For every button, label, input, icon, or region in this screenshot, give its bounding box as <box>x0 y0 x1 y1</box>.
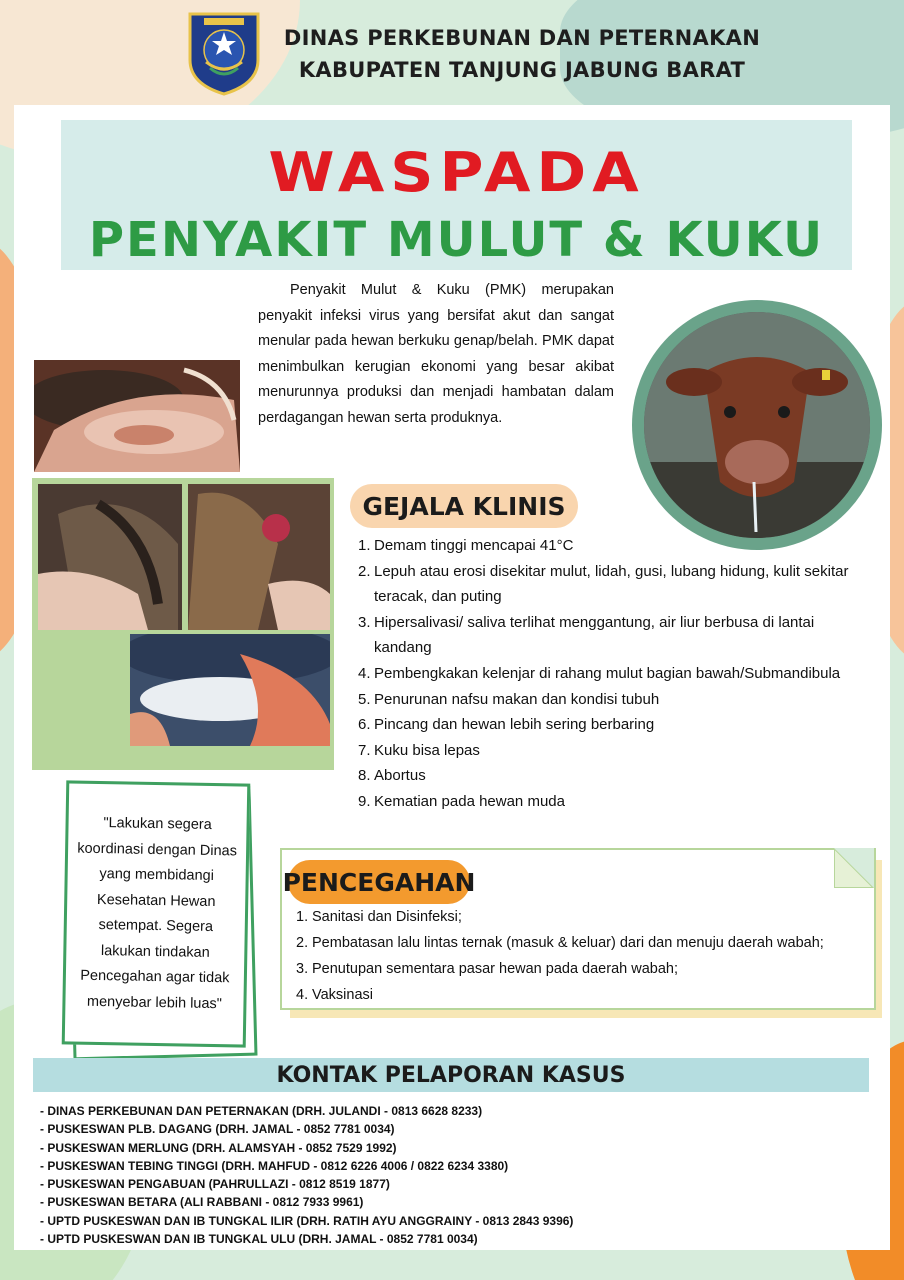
list-item <box>358 712 858 738</box>
list-item <box>358 610 858 661</box>
item-text: Kematian pada hewan muda <box>374 792 565 810</box>
item-number: 8. <box>358 767 371 785</box>
hoof-blister-photo <box>188 484 330 630</box>
item-number: 5. <box>358 690 371 708</box>
list-item <box>358 738 858 764</box>
list-item <box>358 533 858 559</box>
contact-item: - UPTD PUSKESWAN DAN IB TUNGKAL ULU (DRH. JAMAL - 0852 7781 0034) <box>40 1232 478 1247</box>
item-number: 6. <box>358 716 371 734</box>
mouth-lesion-photo <box>34 360 240 472</box>
contact-item: - PUSKESWAN PENGABUAN (PAHRULLAZI - 0812 8519 1877) <box>40 1177 390 1192</box>
item-text: Abortus <box>374 767 426 785</box>
contact-item: - PUSKESWAN BETARA (ALI RABBANI - 0812 7933 9961) <box>40 1195 364 1210</box>
contact-item: - PUSKESWAN TEBING TINGGI (DRH. MAHFUD - 0812 6226 4006 / 0822 6234 3380) <box>40 1158 509 1173</box>
list-item <box>358 789 858 815</box>
cow-salivating-photo <box>644 312 870 538</box>
intro-paragraph: Penyakit Mulut & Kuku (PMK) merupakan penyakit infeksi virus yang bersifat akut dan sangat menular pada hewan berkuku genap/belah. PMK dapat menimbulkan kerugian ekonomi yang besar akibat menurunnya produksi dan menjadi hambatan dalam perdagangan hewan serta produknya. <box>258 282 614 426</box>
pencegahan-heading: PENCEGAHAN <box>288 860 470 904</box>
item-text: Lepuh atau erosi disekitar mulut, lidah, gusi, lubang hidung, kulit sekitar teracak, dan puting <box>374 562 849 606</box>
title-disease: PENYAKIT MULUT & KUKU <box>88 212 825 268</box>
list-item <box>296 956 876 982</box>
list-item <box>296 982 876 1008</box>
regency-emblem-logo <box>186 10 262 96</box>
item-text: Vaksinasi <box>312 987 373 1003</box>
gejala-list <box>358 533 858 815</box>
page-fold-icon <box>834 848 874 888</box>
title-banner <box>61 120 852 270</box>
item-text: Penurunan nafsu makan dan kondisi tubuh <box>374 690 660 708</box>
item-text: Hipersalivasi/ saliva terlihat menggantung, air liur berbusa di lantai kandang <box>374 613 815 657</box>
item-text: Sanitasi dan Disinfeksi; <box>312 909 462 925</box>
item-number: 3. <box>358 613 371 631</box>
item-number: 9. <box>358 792 371 810</box>
list-item <box>358 687 858 713</box>
contact-item: - PUSKESWAN MERLUNG (DRH. ALAMSYAH - 0852 7529 1992) <box>40 1140 397 1155</box>
item-text: Pembatasan lalu lintas ternak (masuk & keluar) dari dan menuju daerah wabah; <box>312 935 824 951</box>
item-number: 1. <box>296 909 309 925</box>
tongue-lesion-photo <box>130 634 330 746</box>
item-number: 2. <box>296 935 309 951</box>
agency-name: DINAS PERKEBUNAN DAN PETERNAKAN <box>283 26 761 50</box>
item-number: 7. <box>358 741 371 759</box>
quote-text: "Lakukan segera koordinasi dengan Dinas yang membidangi Kesehatan Hewan setempat. Segera lakukan tindakan Pencegahan agar tidak menyebar lebih luas" <box>77 815 238 1012</box>
header <box>0 0 904 102</box>
item-text: Pincang dan hewan lebih sering berbaring <box>374 716 655 734</box>
contact-item: - PUSKESWAN PLB. DAGANG (DRH. JAMAL - 0852 7781 0034) <box>40 1122 395 1137</box>
list-item <box>358 763 858 789</box>
regency-name: KABUPATEN TANJUNG JABUNG BARAT <box>298 58 746 82</box>
gejala-heading: GEJALA KLINIS <box>350 484 578 528</box>
item-number: 1. <box>358 537 371 554</box>
hoof-lesion-photo <box>38 484 182 630</box>
contact-item: - UPTD PUSKESWAN DAN IB TUNGKAL ILIR (DRH. RATIH AYU ANGGRAINY - 0813 2843 9396) <box>40 1213 574 1228</box>
contact-item: - DINAS PERKEBUNAN DAN PETERNAKAN (DRH. JULANDI - 0813 6628 8233) <box>40 1104 483 1118</box>
title-warning: WASPADA <box>268 141 645 205</box>
item-number: 4. <box>296 987 309 1003</box>
item-number: 2. <box>358 562 371 580</box>
pencegahan-list <box>296 904 876 1008</box>
list-item <box>358 661 858 687</box>
item-text: Demam tinggi mencapai 41°C <box>374 537 574 554</box>
item-text: Pembengkakan kelenjar di rahang mulut bagian bawah/Submandibula <box>374 664 841 682</box>
quote-card <box>62 780 251 1047</box>
kontak-list <box>40 1102 870 1248</box>
list-item <box>358 559 858 610</box>
item-number: 4. <box>358 664 371 682</box>
item-text: Kuku bisa lepas <box>374 741 480 759</box>
item-number: 3. <box>296 961 309 977</box>
list-item <box>296 930 876 956</box>
list-item <box>296 904 876 930</box>
kontak-heading: KONTAK PELAPORAN KASUS <box>33 1058 869 1092</box>
item-text: Penutupan sementara pasar hewan pada daerah wabah; <box>312 961 678 977</box>
